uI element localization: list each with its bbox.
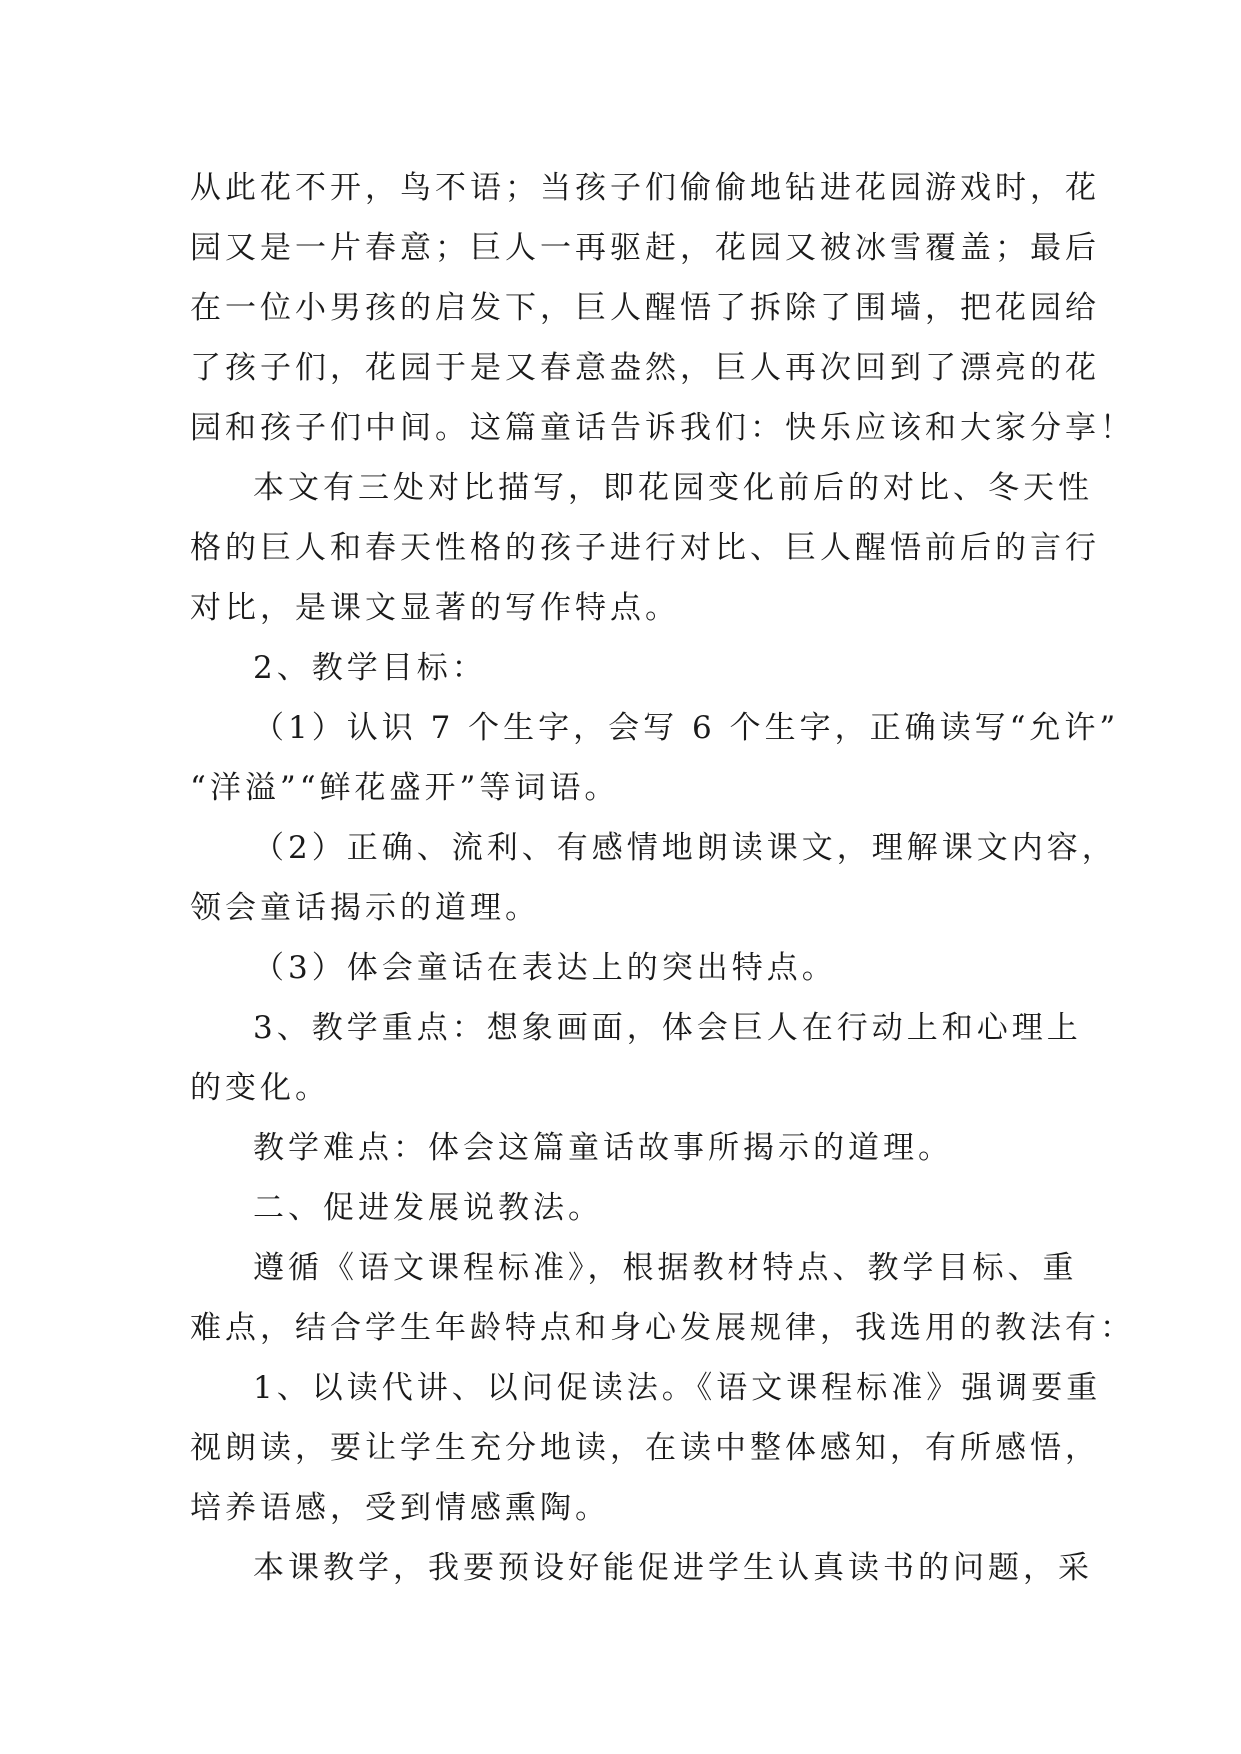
text-line: （3）体会童话在表达上的突出特点。 [253, 950, 837, 986]
text-line: 从此花不开，鸟不语；当孩子们偷偷地钻进花园游戏时，花 [190, 170, 1100, 206]
text-line: 教学难点：体会这篇童话故事所揭示的道理。 [253, 1130, 953, 1166]
text-line: 的变化。 [190, 1070, 330, 1106]
text-line: 对比，是课文显著的写作特点。 [190, 590, 680, 626]
text-line: 了孩子们，花园于是又春意盎然，巨人再次回到了漂亮的花 [190, 350, 1100, 386]
text-line: 本课教学，我要预设好能促进学生认真读书的问题，采 [253, 1550, 1093, 1586]
text-line: 园又是一片春意；巨人一再驱赶，花园又被冰雪覆盖；最后 [190, 230, 1100, 266]
text-line: 1、以读代讲、以问促读法。《语文课程标准》强调要重 [253, 1370, 1102, 1406]
text-line: （1）认识 7 个生字，会写 6 个生字，正确读写“允许” [253, 710, 1120, 746]
text-line: 格的巨人和春天性格的孩子进行对比、巨人醒悟前后的言行 [190, 530, 1100, 566]
document-page [190, 158, 1135, 1598]
text-line: （2）正确、流利、有感情地朗读课文，理解课文内容， [253, 830, 1117, 866]
section-heading: 二、促进发展说教法。 [253, 1190, 603, 1226]
text-line: 园和孩子们中间。这篇童话告诉我们：快乐应该和大家分享！ [190, 410, 1135, 446]
text-line: 本文有三处对比描写，即花园变化前后的对比、冬天性 [253, 470, 1093, 506]
text-line: 培养语感，受到情感熏陶。 [190, 1490, 610, 1526]
text-line: 领会童话揭示的道理。 [190, 890, 540, 926]
text-line: “洋溢”“鲜花盛开”等词语。 [190, 770, 620, 806]
text-line: 在一位小男孩的启发下，巨人醒悟了拆除了围墙，把花园给 [190, 290, 1100, 326]
section-heading: 2、教学目标： [253, 650, 487, 686]
section-heading: 3、教学重点：想象画面，体会巨人在行动上和心理上 [253, 1010, 1082, 1046]
text-line: 遵循《语文课程标准》，根据教材特点、教学目标、重 [253, 1250, 1078, 1286]
text-line: 视朗读，要让学生充分地读，在读中整体感知，有所感悟， [190, 1430, 1100, 1466]
text-line: 难点，结合学生年龄特点和身心发展规律，我选用的教法有： [190, 1310, 1135, 1346]
